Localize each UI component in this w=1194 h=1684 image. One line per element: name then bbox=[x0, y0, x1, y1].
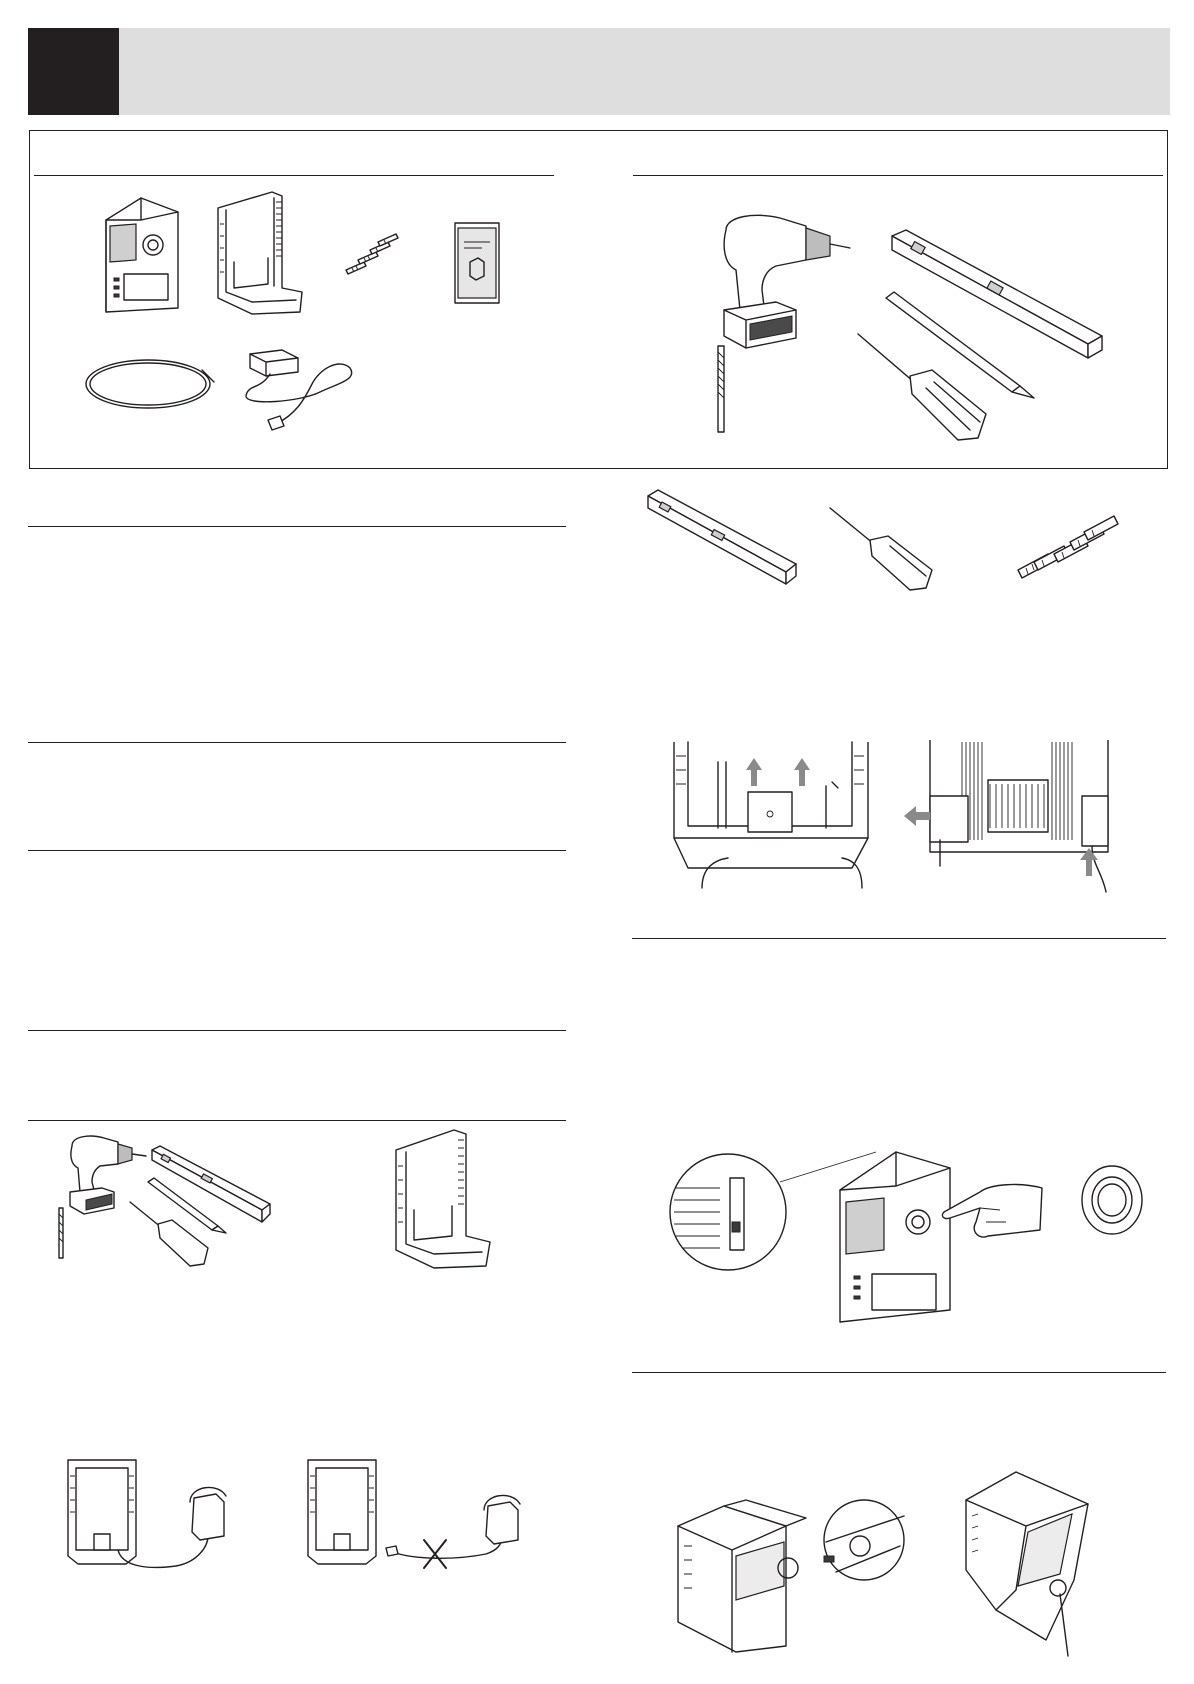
base-unit-illustration bbox=[96, 190, 186, 320]
section-number-block bbox=[28, 28, 119, 115]
screws-and-plugs-illustration bbox=[344, 232, 404, 274]
screwdriver-illustration bbox=[854, 330, 994, 446]
cable-coil-illustration bbox=[82, 356, 218, 412]
button-detail-illustration bbox=[1080, 1164, 1144, 1236]
bracket-adapter-correct-illustration bbox=[66, 1456, 266, 1576]
drill-bit-illustration bbox=[714, 344, 728, 434]
drill-bit-small-illustration bbox=[56, 1206, 66, 1260]
section-rule-7 bbox=[632, 1372, 1166, 1373]
section-rule-2 bbox=[28, 742, 566, 743]
manual-booklet-illustration bbox=[454, 222, 500, 304]
wall-bracket-left-illustration bbox=[390, 1126, 496, 1272]
section-rule-4 bbox=[28, 1030, 566, 1031]
section-rule-1 bbox=[28, 526, 566, 527]
power-adapter-illustration bbox=[240, 344, 364, 440]
screwdriver-small-illustration bbox=[828, 506, 938, 592]
unit-on-bracket-illustration bbox=[912, 740, 1122, 892]
spirit-level-small-illustration bbox=[646, 488, 800, 586]
diameter-symbol bbox=[672, 380, 692, 400]
section-rule-5 bbox=[28, 1120, 566, 1121]
screwdriver-left-illustration bbox=[128, 1200, 214, 1268]
section-rule-6 bbox=[632, 938, 1166, 939]
diameter-symbol-small bbox=[34, 1224, 48, 1238]
tools-rule bbox=[633, 175, 1163, 176]
section-rule-3 bbox=[28, 850, 566, 851]
bracket-adapter-incorrect-illustration bbox=[306, 1456, 538, 1586]
finger-hand-illustration bbox=[940, 1182, 1044, 1254]
cordless-drill-illustration bbox=[716, 210, 862, 360]
pairing-button-zoom-illustration bbox=[668, 1148, 788, 1278]
wall-bracket-illustration bbox=[212, 188, 310, 318]
bracket-cable-routing-illustration bbox=[672, 742, 870, 892]
contents-rule bbox=[34, 175, 554, 176]
unit-underside-zoom-illustration bbox=[676, 1486, 906, 1656]
screws-and-plugs-small-illustration bbox=[1014, 512, 1124, 586]
unit-tilted-illustration bbox=[956, 1470, 1096, 1658]
header-band bbox=[28, 28, 1170, 115]
